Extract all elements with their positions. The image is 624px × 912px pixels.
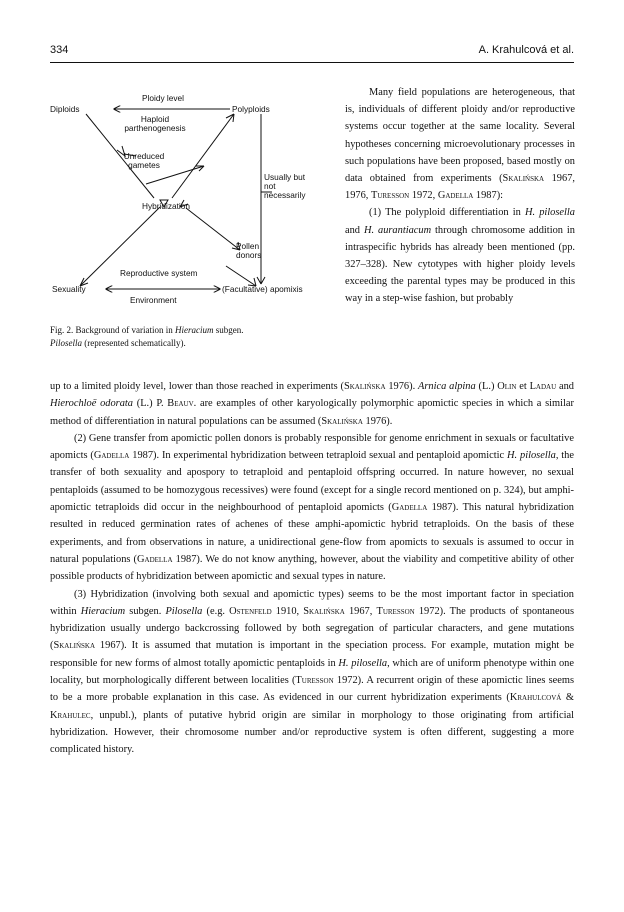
text-span: et — [516, 381, 530, 392]
text-span: 1967, — [344, 605, 377, 617]
text-span: (e.g. — [202, 605, 230, 617]
label-usually-line3: necessarily — [264, 190, 306, 200]
label-haploid — [120, 115, 190, 133]
taxon-name: H. pilosella — [338, 657, 388, 669]
text-span: subgen. — [125, 605, 166, 617]
label-pollen-donors — [236, 242, 261, 260]
taxon-name: H. pilosella — [524, 207, 575, 219]
taxon-name: Hierochloë odorata — [50, 398, 133, 410]
text-span: (3) Hybridization (involving both sexual and apomictic types) seems to be the most important factor in speciation within — [50, 588, 574, 617]
text-span: 1987): — [473, 190, 504, 202]
label-haploid-line1: Haploid — [140, 114, 170, 124]
label-unreduced-line2: gametes — [128, 160, 160, 170]
text-span: 1967, 1976, — [345, 173, 575, 202]
text-span: 1972). A recurrent origin of these apomictic lines seems to be a more probable explanation in this case. As evidenced in our current hybridization experiments ( — [50, 675, 574, 704]
text-span: 1976). — [385, 381, 419, 392]
text-span: up to a limited ploidy level, lower than those reached in experiments ( — [50, 381, 344, 392]
text-span: (L.) — [475, 381, 498, 392]
label-usually-but — [264, 173, 306, 200]
paragraph-intro — [345, 84, 575, 204]
label-pollen-line1: Pollen — [236, 241, 260, 251]
citation-author: Turesson — [295, 675, 334, 687]
citation-author: Turesson — [376, 605, 415, 617]
citation-author: Gadella — [137, 553, 173, 565]
label-ploidy-level: Ploidy level — [142, 93, 184, 103]
label-usually-line2: not — [264, 181, 276, 191]
citation-author: Gadella — [93, 450, 130, 462]
citation-author: Gadella — [391, 502, 428, 514]
citation-author: Skalińska — [321, 415, 363, 427]
label-environment: Environment — [130, 295, 177, 305]
label-facultative-apomixis: (Facultative) apomixis — [222, 284, 303, 294]
label-pollen-line2: donors — [236, 250, 262, 260]
label-hybridization: Hybridization — [142, 201, 190, 211]
text-span: , which are of uniform phenotype within one locality, but morphologically different between localities ( — [50, 657, 574, 687]
citation-author: Skalińska — [303, 605, 345, 617]
text-span: 1967). It is assumed that mutation is important in the speciation process. For example, mutation might be responsible for new forms of almost totally apomictic pentaploids in — [50, 640, 574, 669]
label-reproductive-system: Reproductive system — [120, 268, 198, 278]
citation-author: Ladau — [529, 381, 557, 392]
taxon-name: H. pilosella — [507, 450, 556, 462]
reproductive-line — [226, 266, 256, 286]
citation-author: Skalińska — [343, 381, 386, 392]
text-span: 1972, — [409, 190, 438, 202]
figure-2-diagram — [50, 80, 342, 308]
paragraph-point-3 — [50, 586, 574, 759]
citation-author: Skalińska — [502, 173, 545, 185]
text-span: (1) The polyploid differentiation in — [369, 207, 525, 219]
citation-author: Krahulec — [50, 709, 91, 721]
citation-author: Olin — [497, 381, 517, 392]
label-usually-line1: Usually but — [264, 172, 306, 182]
taxon-name: H. aurantiacum — [363, 224, 432, 236]
text-span: (2) Gene transfer from apomictic pollen donors is probably responsible for genome enrichment in sexuals or facultative apomicts ( — [50, 432, 574, 462]
text-span: through chromosome addition in intraspecific hybrids has already been mentioned (pp. 327–328). New cytotypes with higher ploidy levels exceeding the parental types may be produced in this way in a step-wise fashion, but probably — [345, 224, 575, 305]
text-span: 1987). This natural hybridization resulted in reduced germination rates of achenes of these amphi-apomictic hybrid tetraploids. On the basis of these experiments, and from observations in nature, a unidirectional gene-flow from apomicts to sexuals is assumed to occur in natural populations ( — [50, 502, 574, 565]
label-polyploids: Polyploids — [232, 104, 270, 114]
label-unreduced-line1: Unreduced — [123, 151, 165, 161]
citation-author: Turesson — [370, 190, 410, 202]
citation-author: Ostenfeld — [229, 605, 272, 617]
caption-text-3: (represented schematically). — [82, 338, 186, 348]
citation-author: Skalińska — [53, 640, 96, 652]
text-span: and — [345, 224, 364, 236]
running-header — [50, 44, 574, 60]
text-span: 1976). — [362, 415, 393, 427]
caption-text-2: subgen. — [213, 325, 244, 335]
text-span: (L.) P. — [133, 398, 168, 410]
paragraph-continuation — [50, 378, 574, 430]
caption-subgenus: Pilosella — [50, 338, 82, 348]
citation-author: Krahulcová — [509, 692, 562, 704]
header-rule — [50, 62, 574, 63]
taxon-name: Arnica alpina — [418, 381, 476, 392]
label-diploids: Diploids — [50, 104, 80, 114]
text-span: 1910, — [271, 605, 304, 617]
taxon-name: Pilosella — [165, 605, 203, 617]
paragraph-point-2 — [50, 430, 574, 586]
label-unreduced-gametes — [114, 152, 174, 170]
caption-genus: Hieracium — [174, 325, 214, 335]
text-span: & — [561, 692, 574, 704]
taxon-name: Hieracium — [80, 605, 126, 617]
main-body-text — [50, 378, 574, 759]
text-span: 1987). We do not know anything, however, about the viability and competitive ability of other possible products of hybridization between apomictic and sexual types in nature. — [50, 553, 574, 583]
right-column-text — [345, 84, 575, 308]
citation-author: Gadella — [437, 190, 474, 202]
text-span: , the transfer of both sexuality and apospory to tetraploid and pentaploid offspring occurred. In nature however, no sexual pentaploids (assumed to be homozygous recessives) were found (except for a single record mentioned on p. 324), but amphi-apomictic tetraploids did occur in the neighbourhood of pentaploid apomicts ( — [50, 450, 574, 514]
figure-caption — [50, 324, 342, 350]
pollen-line — [186, 208, 240, 250]
label-haploid-line2: parthenogenesis — [124, 123, 186, 133]
text-span: Many field populations are heterogeneous, that is, individuals of different ploidy and/or reproductive systems occur together at the same locality. Several hypotheses concerning microevolutionary processes in such populations have been proposed, based mostly on data obtained from experiments ( — [345, 87, 575, 185]
text-span: 1987). In experimental hybridization between tetraploid sexual and pentaploid apomictic — [129, 450, 508, 462]
text-span: and — [556, 381, 574, 392]
text-span: , unpubl.), plants of putative hybrid origin are similar in morphology to those originating from artificial hybridization. However, their chromosome number and/or reproductive system is often different, suggesting a more complicated history. — [50, 709, 574, 756]
caption-text: Fig. 2. Background of variation in — [50, 325, 175, 335]
paragraph-point-1 — [345, 204, 575, 307]
page-number: 334 — [50, 44, 69, 56]
citation-author: Beauv — [167, 398, 194, 410]
text-span: . are examples of other karyologically polymorphic apomictic species in which a similar method of differentiation in natural populations can be assumed ( — [50, 398, 574, 427]
label-sexuality: Sexuality — [52, 284, 86, 294]
text-span: 1972). The products of spontaneous hybridization usually undergo backcrossing followed by both segregation of particular characters, and gene mutations ( — [50, 605, 574, 652]
running-authors: A. Krahulcová et al. — [478, 44, 574, 56]
